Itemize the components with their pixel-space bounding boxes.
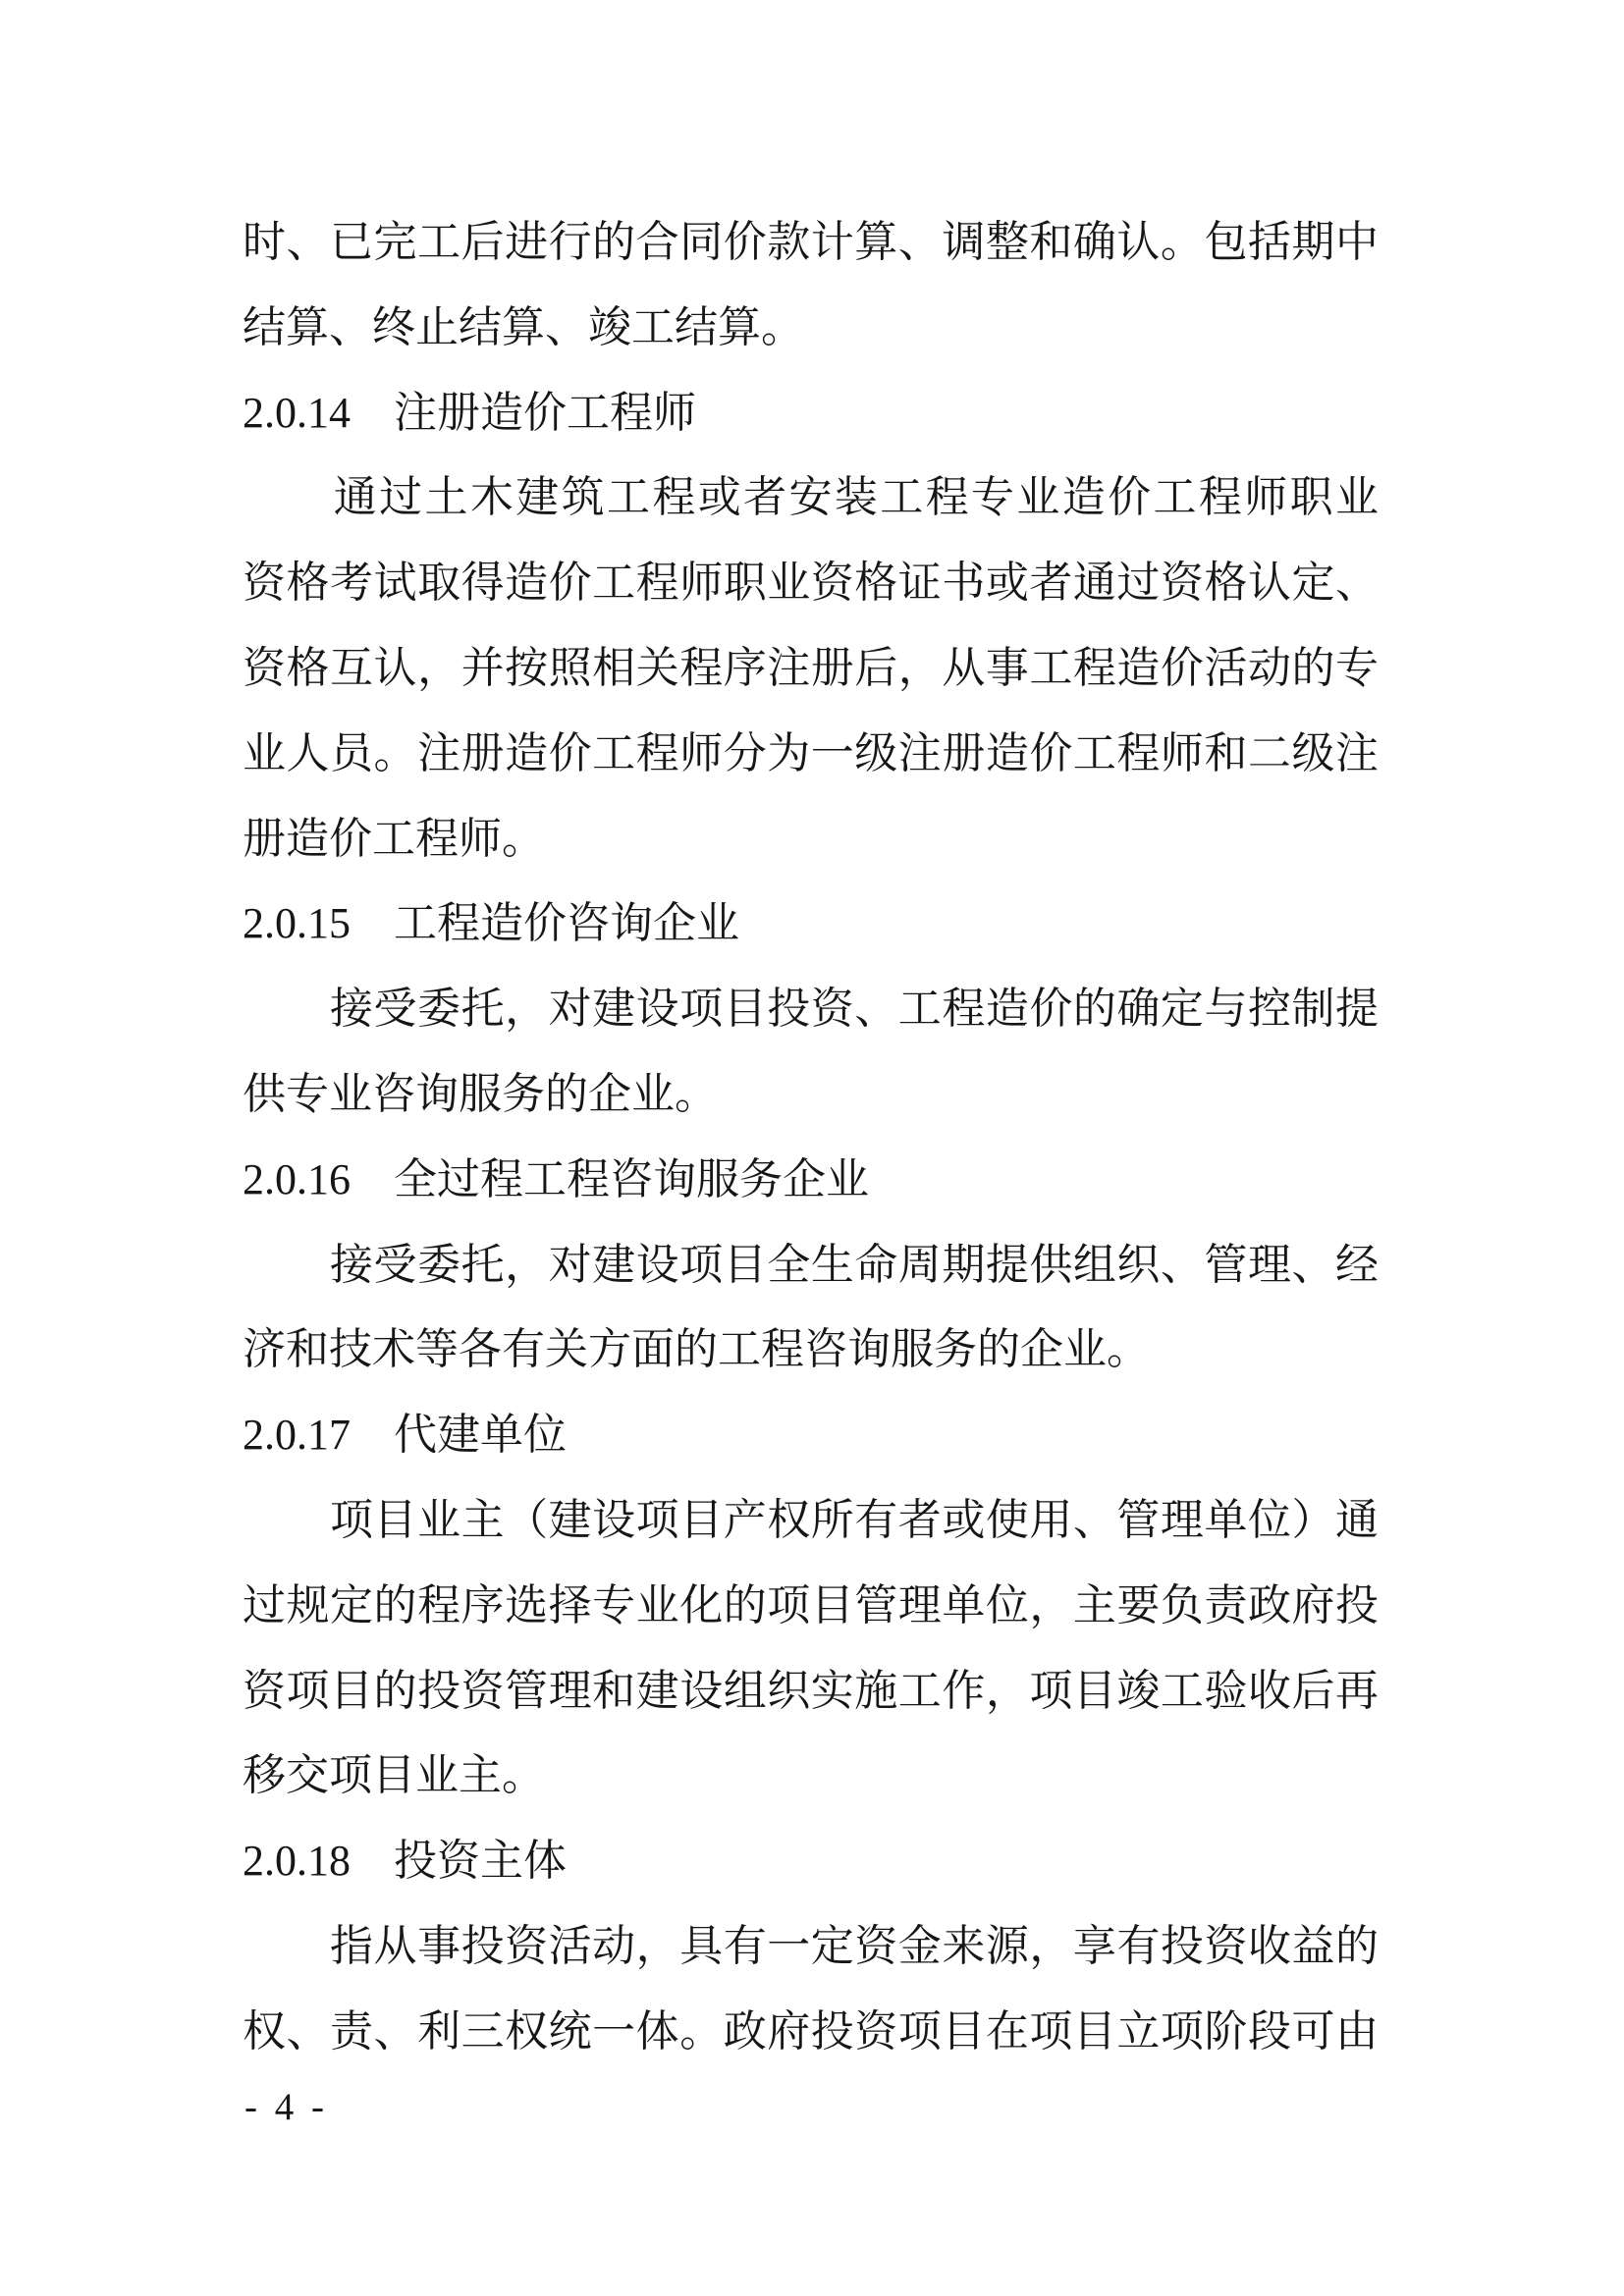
text-line: 资项目的投资管理和建设组织实施工作，项目竣工验收后再	[243, 1666, 1379, 1715]
text-line: 供专业咨询服务的企业。	[243, 1069, 718, 1118]
section-heading: 2.0.14 注册造价工程师	[243, 388, 696, 437]
text-line: 权、责、利三权统一体。政府投资项目在项目立项阶段可由	[243, 2006, 1379, 2056]
section-heading: 2.0.17 代建单位	[243, 1411, 567, 1460]
text-line: 过规定的程序选择专业化的项目管理单位，主要负责政府投	[243, 1580, 1379, 1629]
text-line: 济和技术等各有关方面的工程咨询服务的企业。	[243, 1325, 1150, 1374]
section-heading: 2.0.15 工程造价咨询企业	[243, 899, 739, 948]
text-line: 项目业主（建设项目产权所有者或使用、管理单位）通	[243, 1495, 1379, 1544]
section-heading: 2.0.18 投资主体	[243, 1837, 567, 1886]
document-text-block	[243, 200, 1379, 2075]
text-line: 资格互认，并按照相关程序注册后，从事工程造价活动的专	[243, 643, 1379, 692]
text-line: 册造价工程师。	[243, 814, 545, 863]
section-heading: 2.0.16 全过程工程咨询服务企业	[243, 1154, 869, 1203]
text-line: 接受委托，对建设项目投资、工程造价的确定与控制提	[243, 985, 1379, 1034]
text-line: 结算、终止结算、竣工结算。	[243, 302, 804, 351]
text-line: 通过土木建筑工程或者安装工程专业造价工程师职业	[243, 473, 1379, 522]
page-number: - 4 -	[244, 2086, 328, 2128]
text-line: 指从事投资活动，具有一定资金来源，享有投资收益的	[243, 1921, 1379, 1970]
text-line: 移交项目业主。	[243, 1751, 545, 1800]
text-line: 业人员。注册造价工程师分为一级注册造价工程师和二级注	[243, 728, 1379, 777]
text-line: 接受委托，对建设项目全生命周期提供组织、管理、经	[243, 1240, 1379, 1289]
text-line: 时、已完工后进行的合同价款计算、调整和确认。包括期中	[243, 218, 1379, 266]
text-line: 资格考试取得造价工程师职业资格证书或者通过资格认定、	[243, 559, 1379, 608]
